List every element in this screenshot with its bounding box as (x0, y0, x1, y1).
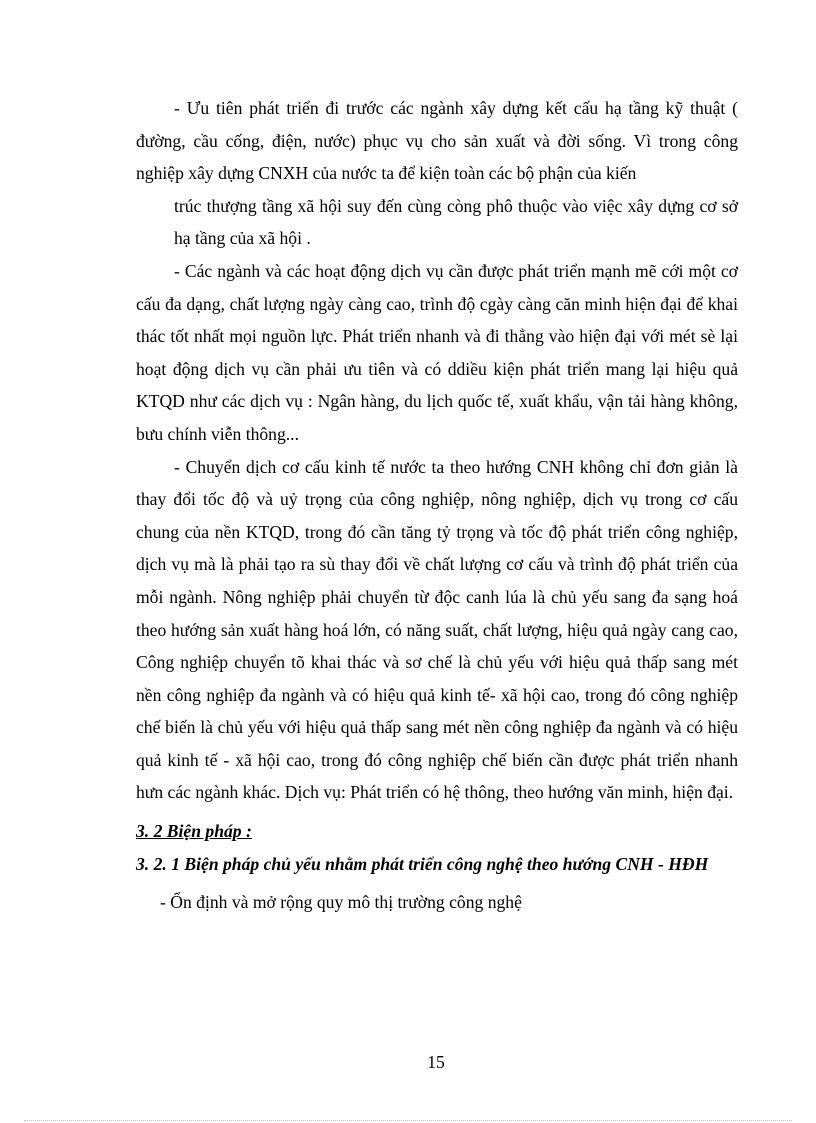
page-number: 15 (427, 1052, 445, 1072)
body-text (136, 92, 738, 919)
paragraph-services: - Các ngành và các hoạt động dịch vụ cần được phát triển mạnh mẽ cới một cơ cấu đa dạng, chất lượng ngày càng cao, trình độ cgày càng căn minh hiện đại để khai thác tốt nhất mọi nguồn lực. Phát triển nhanh và đi thẳng vào hiện đại với mét sè lại hoạt động dịch vụ cần phải ưu tiên và có ddiều kiện phát triển mang lại hiệu quả KTQD như các dịch vụ : Ngân hàng, du lịch quốc tế, xuất khẩu, vận tải hàng không, bưu chính viễn thông... (136, 260, 738, 444)
footer-divider (24, 1120, 792, 1121)
paragraph-infrastructure-continued: trúc thượng tầng xã hội suy đến cùng còng phô thuộc vào việc xây dựng cơ sở hạ tầng của xã hội . (174, 195, 738, 249)
subsection-heading: 3. 2. 1 Biện pháp chủ yếu nhằm phát triển công nghệ theo hướng CNH - HĐH (136, 853, 709, 874)
section-heading: 3. 2 Biện pháp : (136, 821, 252, 842)
paragraph-infrastructure: - Ưu tiên phát triển đi trước các ngành xây dựng kết cấu hạ tầng kỹ thuật ( đường, cầu cống, điện, nước) phục vụ cho sản xuất và đời sống. Vì trong công nghiệp xây dựng CNXH của nước ta để kiện toàn các bộ phận của kiến (136, 98, 738, 184)
paragraph-structural-shift: - Chuyển dịch cơ cấu kinh tế nước ta theo hướng CNH không chỉ đơn giản là thay đổi tốc độ và uỷ trọng của công nghiệp, nông nghiệp, dịch vụ trong cơ cấu chung của nền KTQD, trong đó cần tăng tỷ trọng và tốc độ phát triển công nghiệp, dịch vụ mà là phải tạo ra sù thay đổi về chất lượng cơ cấu và trình độ phát triển của mỗi ngành. Nông nghiệp phải chuyển từ độc canh lúa là chủ yếu sang đa sạng hoá theo hướng sản xuất hàng hoá lớn, có năng suất, chất lượng, hiệu quả ngày cang cao, Công nghiệp chuyển tõ khai thác và sơ chế là chủ yếu với hiệu quả thấp sang mét nền công nghiệp đa ngành và có hiệu quả kinh tế- xã hội cao, trong đó công nghiệp chế biến là chủ yếu với hiệu quả thấp sang mét nền công nghiệp đa ngành và có hiệu quả kinh tế - xã hội cao, trong đó công nghiệp chế biến cần được phát triển nhanh hưn các ngành khác. Dịch vụ: Phát triển có hệ thông, theo hướng văn minh, hiện đại. (136, 456, 738, 803)
bullet-technology-market: - Ổn định và mở rộng quy mô thị trường công nghệ (160, 892, 522, 913)
